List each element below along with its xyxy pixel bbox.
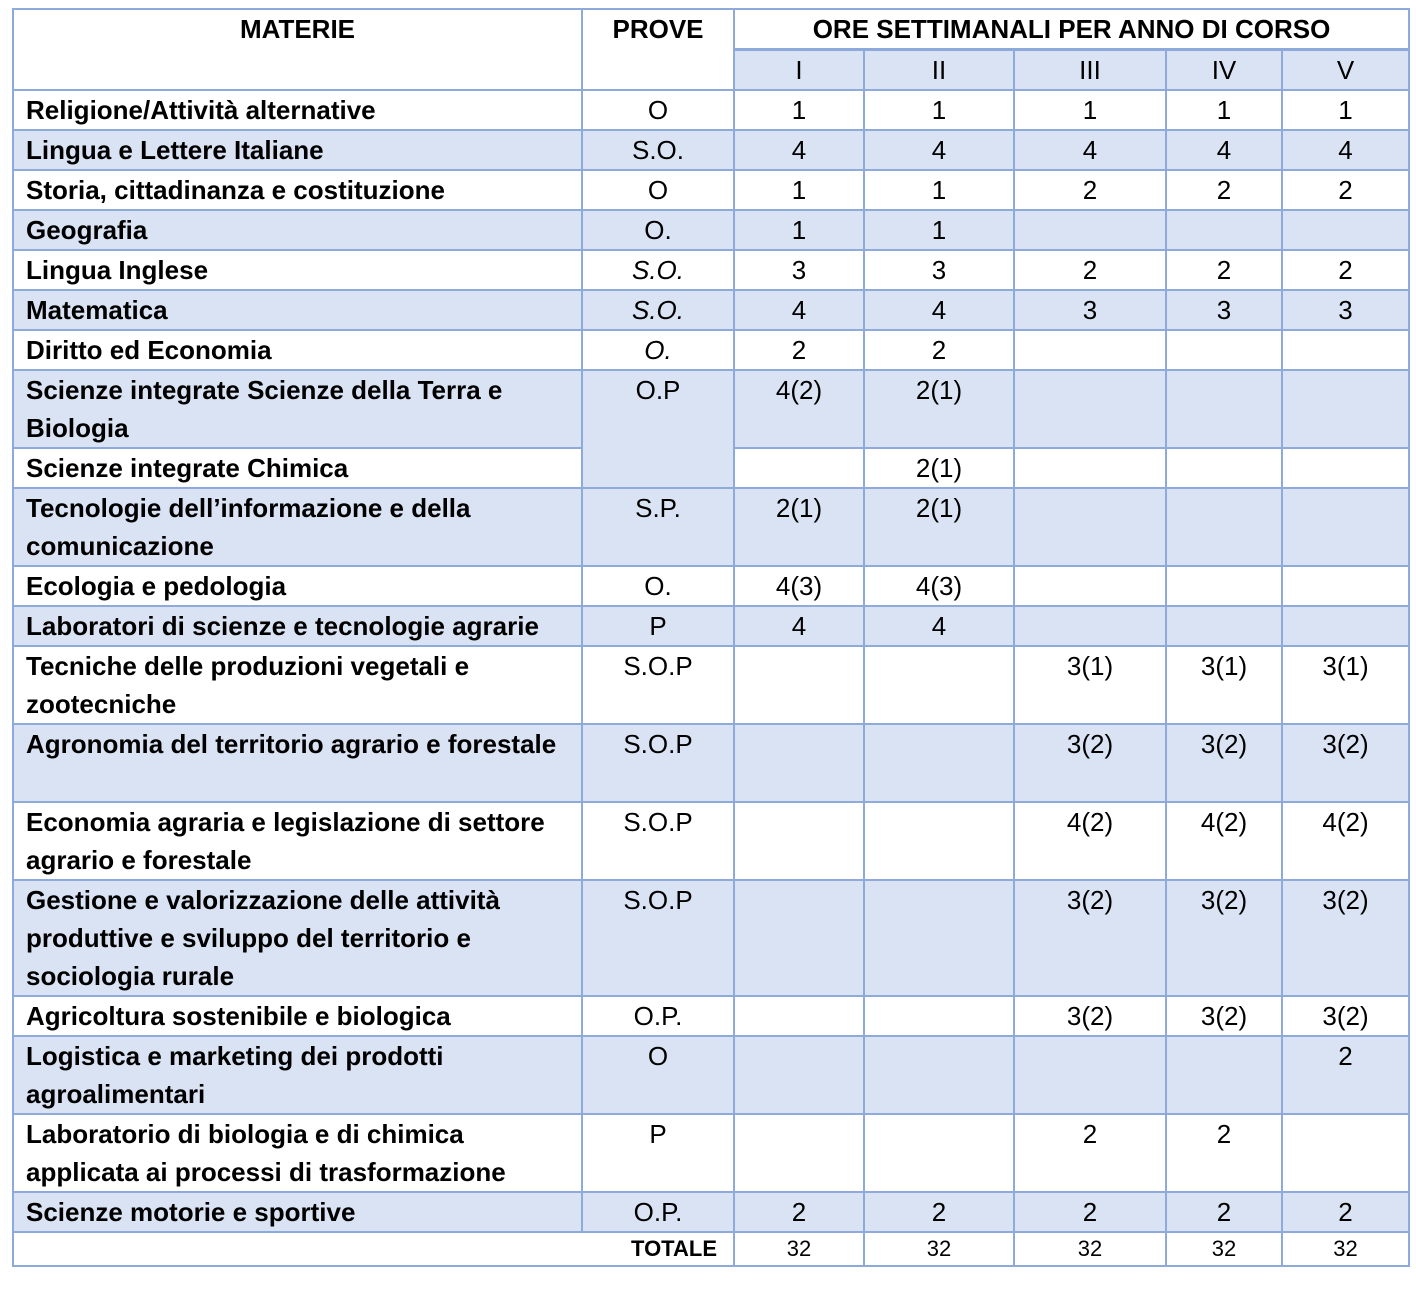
subject-cell: Agricoltura sostenibile e biologica: [13, 996, 582, 1036]
hours-cell: [1282, 448, 1409, 488]
hours-cell: [1166, 448, 1282, 488]
totals-row: [13, 1232, 1409, 1266]
hours-cell: 3(2): [1166, 996, 1282, 1036]
hours-cell: 3: [864, 250, 1014, 290]
table-row: [13, 1036, 1409, 1114]
hours-cell: 3(2): [1282, 724, 1409, 802]
subject-cell: Scienze integrate Chimica: [13, 448, 582, 488]
hours-cell: 4: [1282, 130, 1409, 170]
prove-cell: O: [582, 1036, 734, 1114]
hours-cell: 4: [734, 606, 864, 646]
header-prove: PROVE: [582, 9, 734, 90]
hours-cell: 3(2): [1282, 996, 1409, 1036]
subject-cell: Tecniche delle produzioni vegetali e zootecniche: [13, 646, 582, 724]
subject-cell: Scienze integrate Scienze della Terra e Biologia: [13, 370, 582, 448]
table-row: [13, 996, 1409, 1036]
hours-cell: 3(2): [1014, 996, 1166, 1036]
year-header: III: [1014, 50, 1166, 91]
table-row: [13, 1114, 1409, 1192]
subject-cell: Laboratorio di biologia e di chimica applicata ai processi di trasformazione: [13, 1114, 582, 1192]
hours-cell: 2: [1282, 250, 1409, 290]
table-row: [13, 90, 1409, 130]
hours-cell: 3(1): [1282, 646, 1409, 724]
hours-cell: 4: [734, 290, 864, 330]
hours-cell: 3: [1166, 290, 1282, 330]
prove-cell: S.O.: [582, 250, 734, 290]
hours-cell: 4(2): [1014, 802, 1166, 880]
total-value: 32: [1282, 1232, 1409, 1266]
hours-cell: [734, 996, 864, 1036]
hours-cell: [1014, 330, 1166, 370]
prove-cell: S.O.: [582, 130, 734, 170]
hours-cell: 1: [1014, 90, 1166, 130]
hours-cell: 1: [734, 170, 864, 210]
hours-cell: [864, 646, 1014, 724]
hours-cell: [1282, 566, 1409, 606]
hours-cell: 2: [1014, 1114, 1166, 1192]
prove-cell: S.O.: [582, 290, 734, 330]
hours-cell: [1166, 370, 1282, 448]
hours-cell: 3: [1014, 290, 1166, 330]
subject-cell: Economia agraria e legislazione di settore agrario e forestale: [13, 802, 582, 880]
table-row: [13, 802, 1409, 880]
hours-cell: 3(1): [1014, 646, 1166, 724]
hours-cell: [734, 1036, 864, 1114]
subject-cell: Diritto ed Economia: [13, 330, 582, 370]
hours-cell: 2: [1166, 1192, 1282, 1232]
hours-cell: [864, 880, 1014, 996]
table-row: [13, 290, 1409, 330]
hours-cell: 3(2): [1166, 880, 1282, 996]
table-row: [13, 880, 1409, 996]
hours-cell: 1: [1282, 90, 1409, 130]
hours-cell: [1166, 1036, 1282, 1114]
table-row: [13, 170, 1409, 210]
subject-cell: Storia, cittadinanza e costituzione: [13, 170, 582, 210]
hours-cell: [1282, 606, 1409, 646]
hours-cell: 2: [734, 1192, 864, 1232]
subject-cell: Lingua e Lettere Italiane: [13, 130, 582, 170]
subject-cell: Laboratori di scienze e tecnologie agrarie: [13, 606, 582, 646]
hours-cell: 4: [1014, 130, 1166, 170]
hours-cell: [1166, 606, 1282, 646]
total-value: 32: [1166, 1232, 1282, 1266]
hours-cell: 4(2): [734, 370, 864, 448]
hours-cell: [1282, 488, 1409, 566]
prove-cell: P: [582, 606, 734, 646]
hours-cell: 2: [1014, 250, 1166, 290]
year-header: IV: [1166, 50, 1282, 91]
curriculum-table: [12, 8, 1410, 1267]
prove-cell: S.O.P: [582, 724, 734, 802]
hours-cell: 4(3): [864, 566, 1014, 606]
prove-cell: O.P: [582, 370, 734, 488]
hours-cell: [1166, 330, 1282, 370]
hours-cell: 2: [1166, 250, 1282, 290]
hours-cell: 1: [864, 170, 1014, 210]
hours-cell: 2(1): [864, 488, 1014, 566]
prove-cell: S.P.: [582, 488, 734, 566]
hours-cell: [1282, 330, 1409, 370]
totals-label: TOTALE: [13, 1232, 734, 1266]
hours-cell: [1282, 210, 1409, 250]
hours-cell: 2(1): [734, 488, 864, 566]
hours-cell: [1166, 488, 1282, 566]
hours-cell: [734, 724, 864, 802]
hours-cell: 2: [864, 330, 1014, 370]
hours-cell: 4: [864, 290, 1014, 330]
hours-cell: 2: [1282, 170, 1409, 210]
hours-cell: 3(1): [1166, 646, 1282, 724]
table-row: [13, 330, 1409, 370]
prove-cell: O.: [582, 330, 734, 370]
hours-cell: 4(2): [1166, 802, 1282, 880]
hours-cell: [1014, 210, 1166, 250]
subject-cell: Lingua Inglese: [13, 250, 582, 290]
table-row: [13, 488, 1409, 566]
hours-cell: 4(3): [734, 566, 864, 606]
hours-cell: 1: [734, 90, 864, 130]
hours-cell: [864, 1036, 1014, 1114]
subject-cell: Tecnologie dell’informazione e della comunicazione: [13, 488, 582, 566]
hours-cell: 4(2): [1282, 802, 1409, 880]
hours-cell: 4: [864, 130, 1014, 170]
prove-cell: S.O.P: [582, 802, 734, 880]
subject-cell: Geografia: [13, 210, 582, 250]
subject-cell: Agronomia del territorio agrario e forestale: [13, 724, 582, 802]
hours-cell: 2(1): [864, 370, 1014, 448]
hours-cell: 3(2): [1014, 880, 1166, 996]
table-row: [13, 1192, 1409, 1232]
hours-cell: [734, 802, 864, 880]
hours-cell: [734, 448, 864, 488]
prove-cell: O.: [582, 210, 734, 250]
year-header: II: [864, 50, 1014, 91]
header-materie: MATERIE: [13, 9, 582, 90]
table-row: [13, 606, 1409, 646]
hours-cell: [1014, 1036, 1166, 1114]
header-row: [13, 9, 1409, 50]
total-value: 32: [1014, 1232, 1166, 1266]
prove-cell: O.: [582, 566, 734, 606]
hours-cell: 2: [734, 330, 864, 370]
year-header: V: [1282, 50, 1409, 91]
hours-cell: 4: [864, 606, 1014, 646]
hours-cell: [864, 724, 1014, 802]
hours-cell: [1014, 488, 1166, 566]
hours-cell: [864, 996, 1014, 1036]
hours-cell: 2: [1282, 1192, 1409, 1232]
table-row: [13, 646, 1409, 724]
hours-cell: 4: [734, 130, 864, 170]
hours-cell: 1: [734, 210, 864, 250]
subject-cell: Matematica: [13, 290, 582, 330]
hours-cell: [1166, 210, 1282, 250]
hours-cell: [1014, 606, 1166, 646]
hours-cell: 2: [1014, 170, 1166, 210]
subject-cell: Gestione e valorizzazione delle attività produttive e sviluppo del territorio e sociologia rurale: [13, 880, 582, 996]
hours-cell: [734, 646, 864, 724]
hours-cell: [864, 1114, 1014, 1192]
header-ore-settimanali: ORE SETTIMANALI PER ANNO DI CORSO: [734, 9, 1409, 50]
prove-cell: O: [582, 170, 734, 210]
hours-cell: 3: [1282, 290, 1409, 330]
total-value: 32: [734, 1232, 864, 1266]
table-row: [13, 130, 1409, 170]
hours-cell: 2: [864, 1192, 1014, 1232]
hours-cell: 3(2): [1014, 724, 1166, 802]
subject-cell: Ecologia e pedologia: [13, 566, 582, 606]
hours-cell: 3(2): [1166, 724, 1282, 802]
year-header: I: [734, 50, 864, 91]
hours-cell: [1282, 1114, 1409, 1192]
hours-cell: [1014, 370, 1166, 448]
prove-cell: S.O.P: [582, 880, 734, 996]
prove-cell: S.O.P: [582, 646, 734, 724]
table-row: [13, 370, 1409, 448]
hours-cell: 2: [1282, 1036, 1409, 1114]
hours-cell: 3: [734, 250, 864, 290]
prove-cell: O.P.: [582, 996, 734, 1036]
hours-cell: [1166, 566, 1282, 606]
hours-cell: 3(2): [1282, 880, 1409, 996]
hours-cell: 2(1): [864, 448, 1014, 488]
prove-cell: O: [582, 90, 734, 130]
hours-cell: [734, 880, 864, 996]
table-row: [13, 724, 1409, 802]
hours-cell: 1: [1166, 90, 1282, 130]
hours-cell: 1: [864, 210, 1014, 250]
hours-cell: [734, 1114, 864, 1192]
total-value: 32: [864, 1232, 1014, 1266]
hours-cell: [1282, 370, 1409, 448]
hours-cell: 2: [1166, 170, 1282, 210]
hours-cell: [864, 802, 1014, 880]
hours-cell: 2: [1014, 1192, 1166, 1232]
prove-cell: P: [582, 1114, 734, 1192]
prove-cell: O.P.: [582, 1192, 734, 1232]
subject-cell: Logistica e marketing dei prodotti agroalimentari: [13, 1036, 582, 1114]
table-row: [13, 210, 1409, 250]
table-row: [13, 566, 1409, 606]
table-row: [13, 250, 1409, 290]
hours-cell: 2: [1166, 1114, 1282, 1192]
hours-cell: 1: [864, 90, 1014, 130]
hours-cell: 4: [1166, 130, 1282, 170]
subject-cell: Religione/Attività alternative: [13, 90, 582, 130]
hours-cell: [1014, 566, 1166, 606]
hours-cell: [1014, 448, 1166, 488]
subject-cell: Scienze motorie e sportive: [13, 1192, 582, 1232]
